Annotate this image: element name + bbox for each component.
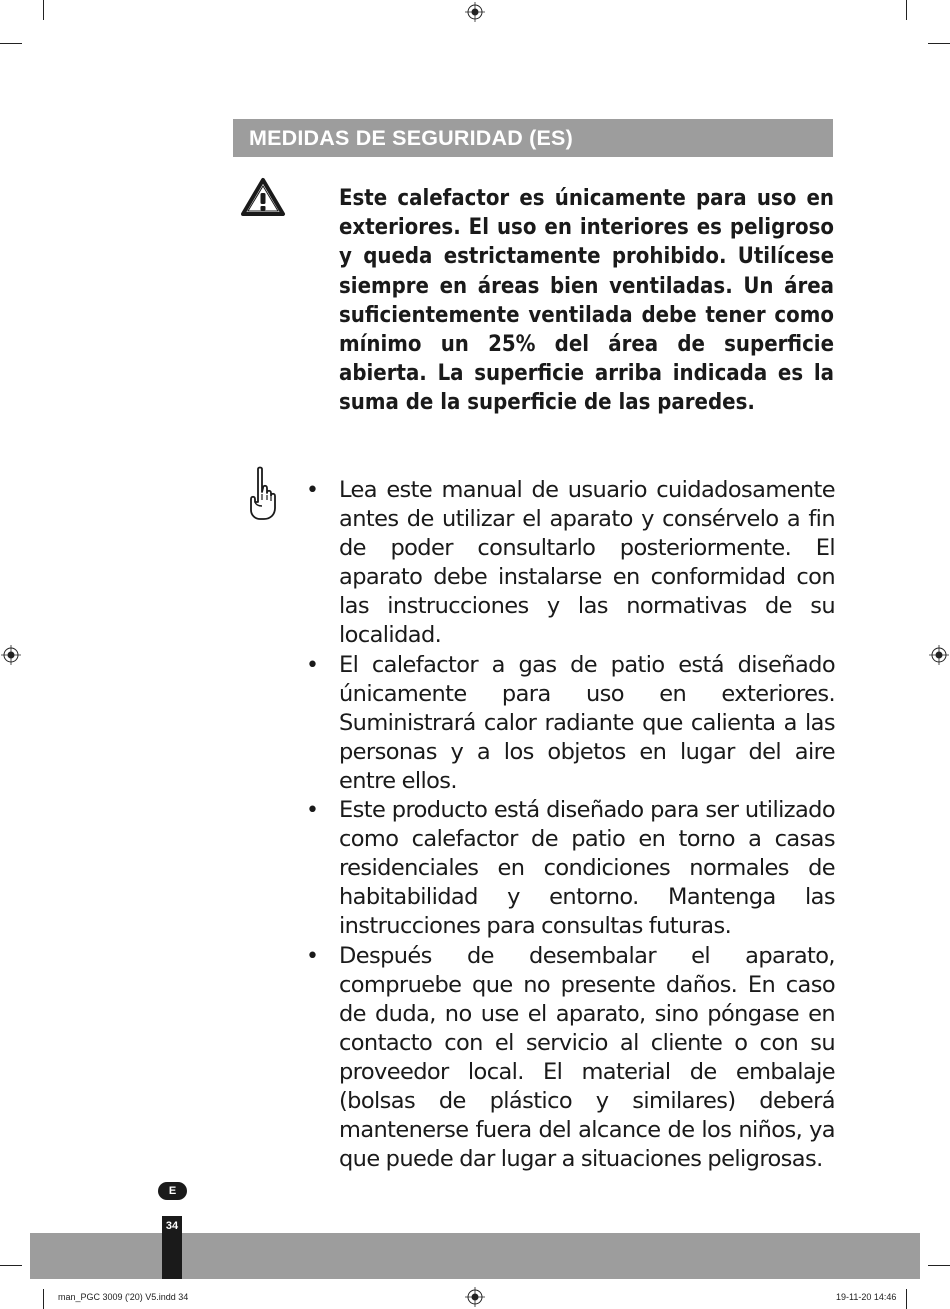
warning-text: Este calefactor es únicamente para uso en exteriores. El uso en interiores es peligroso y queda estrictamente prohibido. Utilícese siempre en áreas bien ventiladas. Un área suficientemente ventilada debe tener como mínimo un 25% del área de superficie abierta. La superficie arriba indicada es la suma de la superficie de las paredes. [339,186,834,416]
list-item-text: Después de desembalar el aparato, compruebe que no presente daños. En caso de duda, no use el aparato, sino póngase en contacto con el servicio al cliente o con su proveedor local. El material de embalaje (bolsas de plástico y similares) deberá mantenerse fuera del alcance de los niños, ya que puede dar lugar a situaciones peligrosas. [339,942,835,1173]
bullet-icon: • [306,798,319,824]
list-item-text: Lea este manual de usuario cuidadosamente antes de utilizar el aparato y consérvelo a fin de poder consultarlo posteriormente. El aparato debe instalarse en conformidad con las instrucciones y las normativas de su localidad. [339,477,835,649]
crop-mark [928,43,950,44]
list-item [300,796,835,941]
section-header [233,119,833,157]
registration-mark-icon [1,645,21,665]
crop-mark [0,1265,22,1266]
bullet-icon: • [306,478,319,503]
list-item-text: El calefactor a gas de patio está diseñado únicamente para uso en exteriores. Suministrará calor radiante que calienta a las personas y a los objetos en lugar del aire entre ellos. [339,651,835,794]
crop-mark [928,1265,950,1266]
bullet-icon: • [306,943,319,969]
crop-mark [906,0,907,20]
registration-mark-icon [465,1287,485,1307]
list-item [300,942,835,1175]
date-slug: 19-11-20 14:46 [836,1292,897,1302]
crop-mark [0,43,22,44]
pointing-hand-icon [246,466,278,524]
warning-triangle-icon [240,177,286,217]
list-item-text: Este producto está diseñado para ser utilizado como calefactor de patio en torno a casas residenciales en condiciones normales de habitabilidad y entorno. Mantenga las instrucciones para consultas futuras. [339,797,835,940]
list-item [300,651,835,796]
crop-mark [43,1289,44,1309]
file-slug: man_PGC 3009 ('20) V5.indd 34 [58,1292,189,1302]
registration-mark-icon [929,645,949,665]
crop-mark [906,1289,907,1309]
bullet-icon: • [306,652,319,678]
crop-mark [43,0,44,20]
page-number: 34 [165,1220,179,1232]
language-badge: E [158,1182,187,1200]
list-item [300,476,835,651]
registration-mark-icon [465,2,485,22]
notes-list [300,476,835,1174]
section-title: MEDIDAS DE SEGURIDAD (ES) [249,126,573,150]
